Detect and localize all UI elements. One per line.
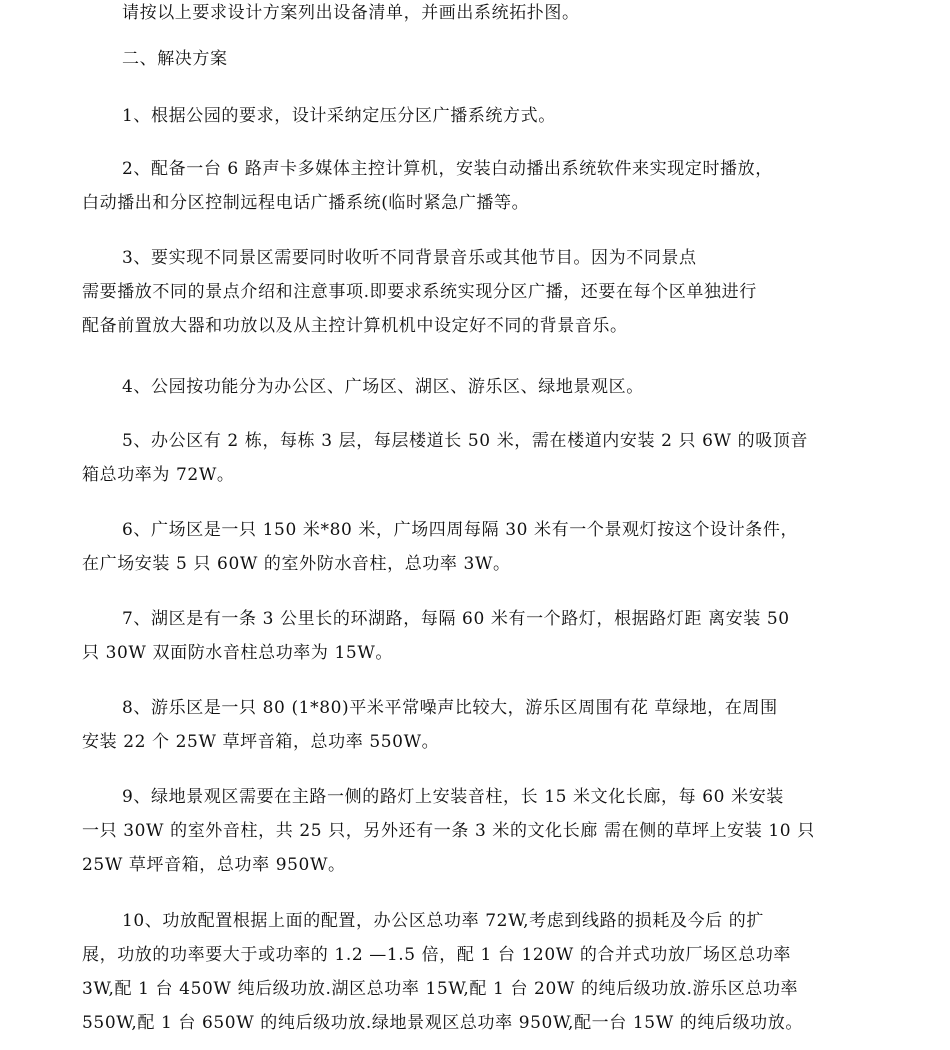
paragraph-7 bbox=[82, 602, 790, 670]
text-line: 请按以上要求设计方案列出设备清单，并画出系统拓扑图。 bbox=[122, 3, 580, 23]
text-line: 7、湖区是有一条 3 公里长的环湖路，每隔 60 米有一个路灯，根据路灯距 离安装 50 bbox=[122, 609, 790, 629]
text-line: 5、办公区有 2 栋，每栋 3 层，每层楼道长 50 米，需在楼道内安装 2 只 6W 的吸顶音 bbox=[122, 431, 809, 451]
text-line: 二、解决方案 bbox=[122, 49, 228, 69]
text-line: 6、广场区是一只 150 米*80 米，广场四周每隔 30 米有一个景观灯按这个设计条件， bbox=[122, 520, 799, 540]
paragraph-3 bbox=[82, 241, 757, 343]
text-line: 展，功放的功率要大于或功率的 1.2 —1.5 倍，配 1 台 120W 的合并式功放厂场区总功率 bbox=[82, 945, 792, 965]
paragraph-2 bbox=[82, 152, 773, 220]
text-line: 8、游乐区是一只 80 (1*80)平米平常噪声比较大，游乐区周围有花 草绿地，在周围 bbox=[122, 698, 778, 718]
text-line: 1、根据公园的要求，设计采纳定压分区广播系统方式。 bbox=[122, 106, 556, 126]
text-line: 550W,配 1 台 650W 的纯后级功放.绿地景观区总功率 950W,配一台 15W 的纯后级功放。 bbox=[82, 1013, 803, 1033]
text-line: 9、绿地景观区需要在主路一侧的路灯上安装音柱，长 15 米文化长廊，每 60 米安装 bbox=[122, 787, 784, 807]
paragraph-intro bbox=[82, 0, 580, 30]
paragraph-8 bbox=[82, 691, 778, 759]
text-line: 一只 30W 的室外音柱，共 25 只，另外还有一条 3 米的文化长廊 需在侧的草坪上安装 10 只 bbox=[82, 821, 815, 841]
text-line: 在广场安装 5 只 60W 的室外防水音柱，总功率 3W。 bbox=[82, 554, 511, 574]
paragraph-10 bbox=[82, 904, 803, 1040]
paragraph-5 bbox=[82, 424, 808, 492]
text-line: 4、公园按功能分为办公区、广场区、湖区、游乐区、绿地景观区。 bbox=[122, 377, 644, 397]
text-line: 安装 22 个 25W 草坪音箱，总功率 550W。 bbox=[82, 732, 440, 752]
text-line: 3W,配 1 台 450W 纯后级功放.湖区总功率 15W,配 1 台 20W 的纯后级功放.游乐区总功率 bbox=[82, 979, 799, 999]
paragraph-4 bbox=[82, 370, 644, 404]
text-line: 箱总功率为 72W。 bbox=[82, 465, 235, 485]
text-line: 白动播出和分区控制远程电话广播系统(临时紧急广播等。 bbox=[82, 193, 530, 213]
text-line: 3、要实现不同景区需要同时收听不同背景音乐或其他节目。因为不同景点 bbox=[122, 248, 697, 268]
text-line: 10、功放配置根据上面的配置，办公区总功率 72W,考虑到线路的损耗及今后 的扩 bbox=[122, 911, 764, 931]
paragraph-6 bbox=[82, 513, 798, 581]
text-line: 25W 草坪音箱，总功率 950W。 bbox=[82, 855, 346, 875]
paragraph-9 bbox=[82, 780, 815, 882]
section-heading bbox=[82, 42, 228, 76]
text-line: 配备前置放大器和功放以及从主控计算机机中设定好不同的背景音乐。 bbox=[82, 316, 628, 336]
text-line: 2、配备一台 6 路声卡多媒体主控计算机，安装白动播出系统软件来实现定时播放， bbox=[122, 159, 773, 179]
paragraph-1 bbox=[82, 99, 556, 133]
text-line: 需要播放不同的景点介绍和注意事项.即要求系统实现分区广播，还要在每个区单独进行 bbox=[82, 282, 757, 302]
text-line: 只 30W 双面防水音柱总功率为 15W。 bbox=[82, 643, 394, 663]
